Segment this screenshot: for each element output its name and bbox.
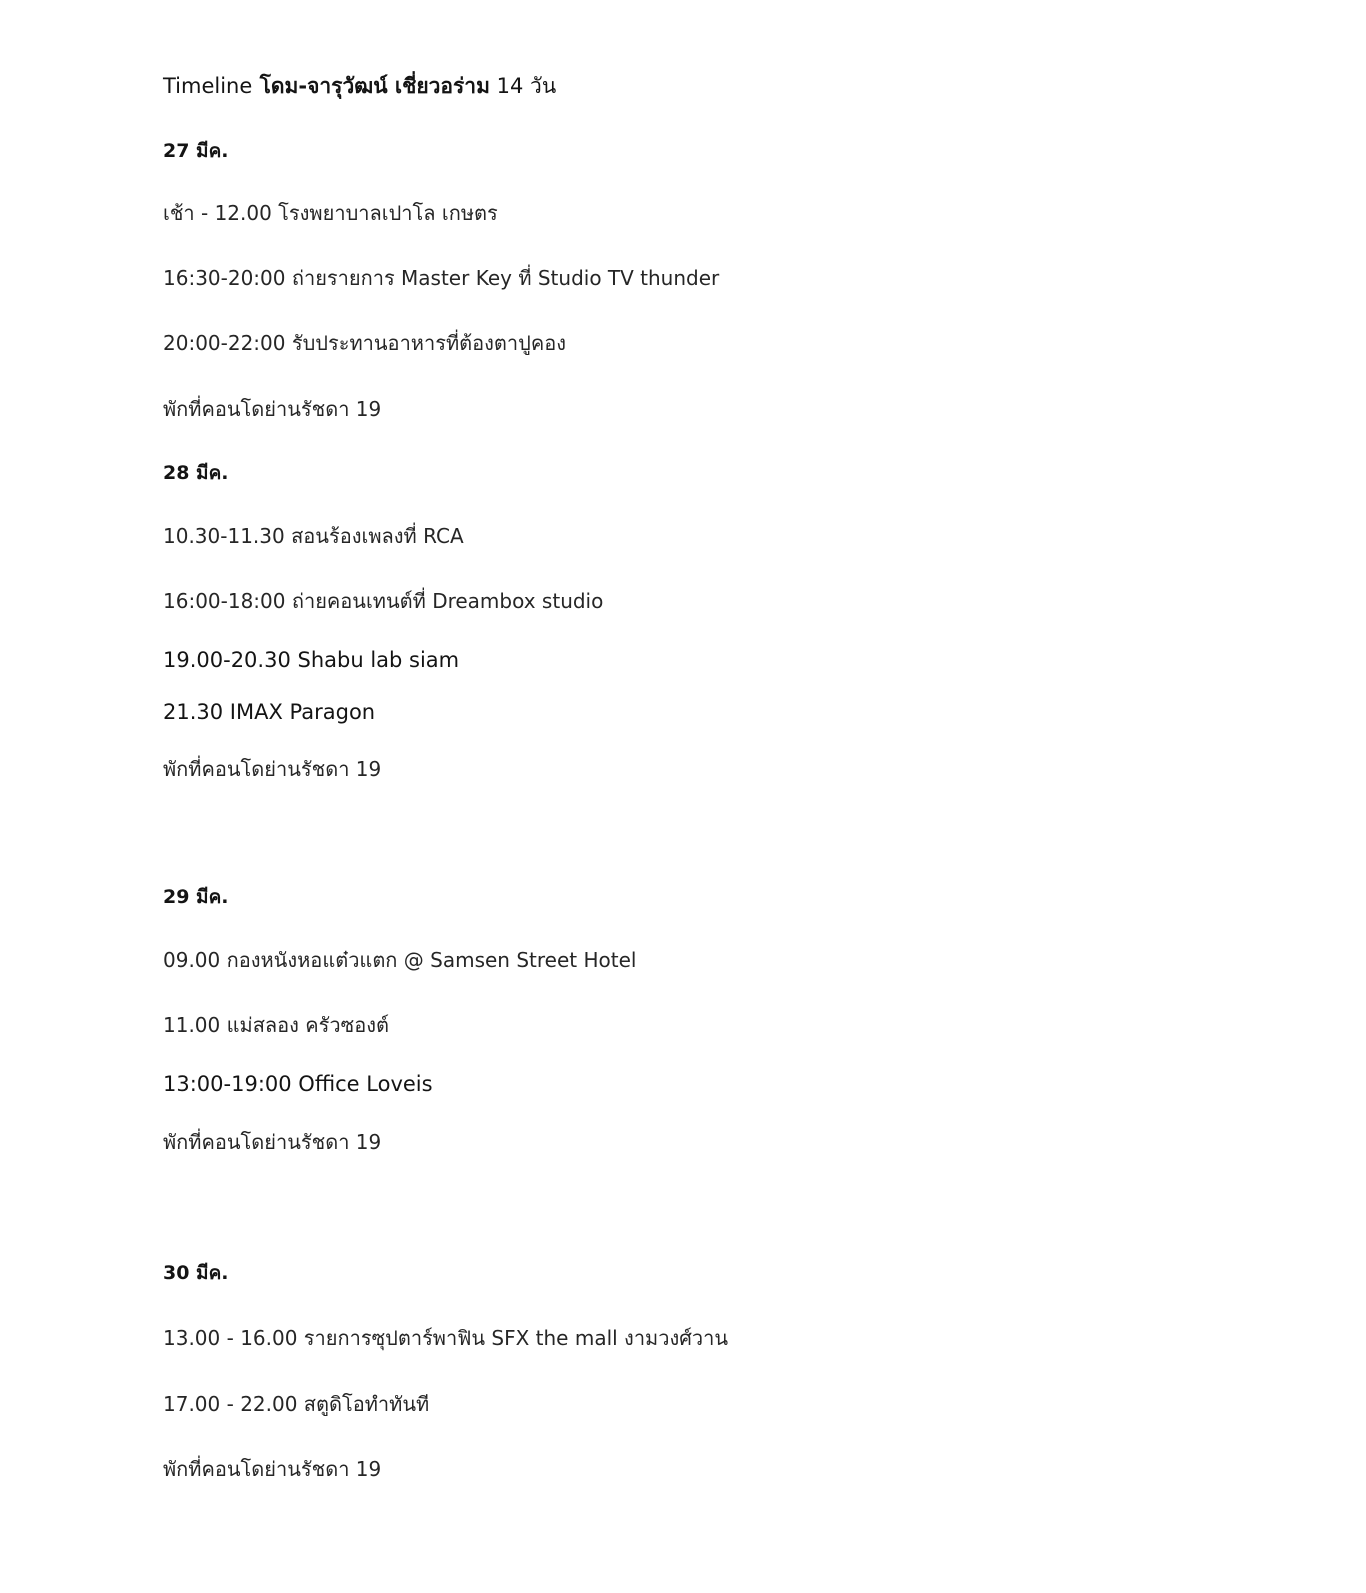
day-date: 30 มีค. [163, 1262, 229, 1284]
day-date: 27 มีค. [163, 140, 229, 162]
day-date: 29 มีค. [163, 886, 229, 908]
schedule-item: 10.30-11.30 สอนร้องเพลงที่ RCA [163, 524, 464, 548]
schedule-item: พักที่คอนโดย่านรัชดา 19 [163, 757, 382, 781]
title-suffix: 14 วัน [489, 74, 557, 98]
schedule-item: 13:00-19:00 Office Loveis [163, 1072, 433, 1096]
schedule-item: 17.00 - 22.00 สตูดิโอทำทันที [163, 1392, 430, 1416]
document-title [163, 76, 556, 97]
schedule-item: 11.00 แม่สลอง ครัวซองต์ [163, 1013, 389, 1037]
schedule-item: 16:30-20:00 ถ่ายรายการ Master Key ที่ Studio TV thunder [163, 266, 720, 290]
schedule-item: เช้า - 12.00 โรงพยาบาลเปาโล เกษตร [163, 201, 498, 225]
schedule-item: พักที่คอนโดย่านรัชดา 19 [163, 1130, 382, 1154]
day-date: 28 มีค. [163, 462, 229, 484]
schedule-item: 19.00-20.30 Shabu lab siam [163, 648, 460, 672]
schedule-item: 09.00 กองหนังหอแต๋วแตก @ Samsen Street Hotel [163, 948, 637, 972]
schedule-item: พักที่คอนโดย่านรัชดา 19 [163, 397, 382, 421]
schedule-item: 20:00-22:00 รับประทานอาหารที่ต้องตาปูคอง [163, 331, 566, 355]
schedule-item: 16:00-18:00 ถ่ายคอนเทนต์ที่ Dreambox studio [163, 589, 604, 613]
title-prefix: Timeline [163, 74, 253, 98]
title-name: โดม-จารุวัฒน์ เชี่ยวอร่าม [252, 74, 490, 98]
schedule-item: พักที่คอนโดย่านรัชดา 19 [163, 1457, 382, 1481]
schedule-item: 21.30 IMAX Paragon [163, 700, 376, 724]
schedule-item: 13.00 - 16.00 รายการซุปตาร์พาฟิน SFX the mall งามวงศ์วาน [163, 1326, 729, 1350]
